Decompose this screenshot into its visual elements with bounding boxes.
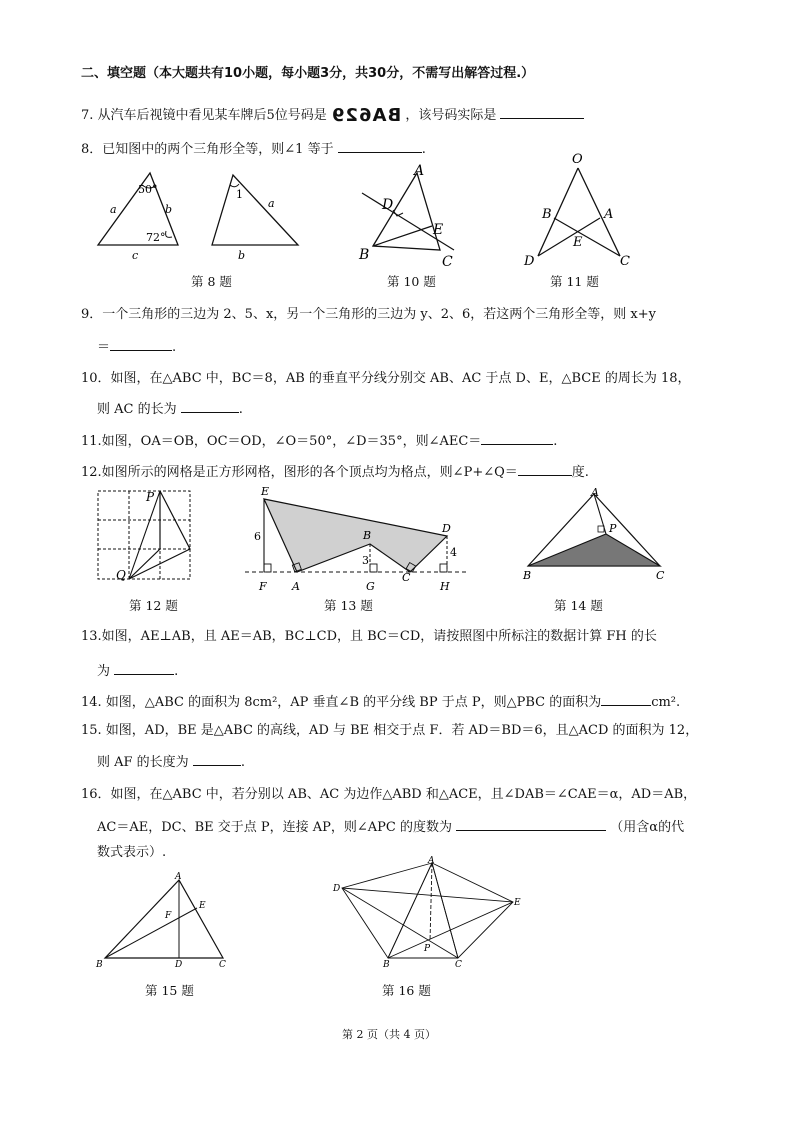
q13-text: 为: [97, 664, 111, 679]
fig8-angle50: 50°: [138, 183, 158, 196]
question-9-line2: ＝ .: [97, 336, 176, 357]
fig15-F: F: [165, 911, 172, 921]
fig10-B: B: [359, 247, 370, 263]
fig12-P: P: [146, 490, 155, 504]
fig11-B: B: [542, 207, 552, 222]
fig8-label-a: a: [110, 203, 117, 216]
q9-answer-blank[interactable]: [110, 336, 172, 351]
fig12-caption: 第 12 题: [129, 598, 178, 613]
fig11-O: O: [572, 152, 583, 167]
fig8-label-b2: b: [238, 249, 246, 262]
section-title: 二、填空题（本大题共有10小题，每小题3分，共30分，不需写出解答过程.）: [81, 66, 535, 81]
fig16-C: C: [455, 960, 462, 970]
q9-eq: ＝: [97, 340, 111, 355]
question-10: 10．如图，在△ABC 中，BC＝8，AB 的垂直平分线分别交 AB、AC 于点 D、E，△BCE 的周长为 18，: [81, 371, 691, 386]
question-15: 15. 如图，AD，BE 是△ABC 的高线，AD 与 BE 相交于点 F．若 AD＝BD＝6，且△ACD 的面积为 12，: [81, 723, 699, 738]
fig11-C: C: [620, 254, 630, 268]
fig8-label-b: b: [165, 203, 173, 216]
q14-text: 14. 如图，△ABC 的面积为 8cm²，AP 垂直∠B 的平分线 BP 于点 P，则△PBC 的面积为: [81, 695, 602, 710]
q8-text: 8．已知图中的两个三角形全等，则∠1 等于: [81, 142, 334, 157]
question-8: 8．已知图中的两个三角形全等，则∠1 等于 .: [81, 138, 426, 159]
fig15-B: B: [96, 960, 103, 970]
q10-answer-blank[interactable]: [181, 398, 239, 413]
figure-14: [520, 486, 670, 584]
fig12-Q: Q: [116, 568, 126, 582]
fig13-four: 4: [450, 546, 457, 559]
fig15-C: C: [219, 960, 226, 970]
q14-post: cm².: [651, 695, 681, 710]
fig14-B: B: [523, 569, 532, 582]
figure-12: [92, 487, 197, 585]
fig15-D: D: [175, 960, 183, 970]
fig13-D: D: [442, 522, 451, 535]
fig15-E: E: [199, 901, 206, 911]
question-15-line2: 则 AF 的长度为 .: [97, 751, 245, 772]
fig13-B: B: [363, 529, 372, 542]
figure-10: [350, 158, 465, 273]
q7-text: 7. 从汽车后视镜中看见某车牌后5位号码是: [81, 108, 327, 123]
question-12: [81, 461, 589, 482]
figure-8: [90, 165, 310, 265]
question-14: [81, 691, 680, 712]
q11-answer-blank[interactable]: [481, 430, 553, 445]
fig11-E: E: [573, 235, 583, 250]
question-16-line2: [97, 816, 684, 837]
fig13-C: C: [402, 571, 411, 584]
q11-text: 11.如图，OA＝OB，OC＝OD，∠O＝50°，∠D＝35°，则∠AEC＝: [81, 434, 482, 449]
q12-answer-blank[interactable]: [518, 461, 572, 476]
q16-answer-blank[interactable]: [456, 816, 606, 831]
q12-post: 度.: [571, 465, 589, 480]
fig16-E: E: [514, 898, 521, 908]
fig13-A: A: [292, 580, 300, 593]
mirrored-plate: BA629: [330, 105, 402, 126]
fig10-D: D: [382, 197, 394, 213]
q12-text: 12.如图所示的网格是正方形网格，图形的各个顶点均为格点，则∠P+∠Q＝: [81, 465, 518, 480]
fig13-three: 3: [362, 554, 369, 567]
fig8-caption: 第 8 题: [191, 274, 232, 289]
q16-post: （用含α的代: [610, 820, 685, 835]
figure-16: [330, 855, 530, 970]
fig10-E: E: [433, 222, 444, 238]
fig13-E: E: [261, 485, 270, 498]
fig15-A: A: [175, 872, 182, 882]
question-7: [81, 104, 584, 125]
fig14-A: A: [591, 486, 599, 499]
fig16-D: D: [333, 884, 341, 894]
q15-text: 则 AF 的长度为: [97, 755, 189, 770]
fig14-P: P: [609, 522, 617, 535]
fig13-F: F: [259, 580, 267, 593]
q14-answer-blank[interactable]: [601, 691, 651, 706]
question-13-line2: 为 .: [97, 660, 178, 681]
question-9: 9．一个三角形的三边为 2、5、x，另一个三角形的三边为 y、2、6，若这两个三角形全等，则 x+y: [81, 307, 656, 322]
figure-15: [93, 870, 233, 970]
fig11-caption: 第 11 题: [550, 274, 599, 289]
question-16: 16．如图，在△ABC 中，若分别以 AB、AC 为边作△ABD 和△ACE，且∠DAB＝∠CAE＝α，AD＝AB，: [81, 787, 697, 802]
fig11-A: A: [604, 207, 614, 222]
fig13-six: 6: [254, 530, 261, 543]
fig13-G: G: [366, 580, 375, 593]
fig13-caption: 第 13 题: [324, 598, 373, 613]
figure-13: [242, 484, 472, 594]
question-13: 13.如图，AE⊥AB，且 AE＝AB，BC⊥CD，且 BC＝CD，请按照图中所标注的数据计算 FH 的长: [81, 629, 657, 644]
q8-answer-blank[interactable]: [338, 138, 422, 153]
fig8-label-c: c: [132, 249, 139, 262]
figure-11: [520, 148, 635, 268]
q16-text: AC＝AE，DC、BE 交于点 P，连接 AP，则∠APC 的度数为: [97, 820, 453, 835]
q7-post: ，该号码实际是: [405, 108, 497, 123]
question-10-line2: 则 AC 的长为 .: [97, 398, 243, 419]
fig8-label-a2: a: [268, 197, 275, 210]
q15-answer-blank[interactable]: [193, 751, 241, 766]
fig16-A: A: [428, 856, 435, 866]
fig14-caption: 第 14 题: [554, 598, 603, 613]
q10-text: 则 AC 的长为: [97, 402, 177, 417]
fig8-label-1: 1: [236, 188, 243, 201]
question-11: 11.如图，OA＝OB，OC＝OD，∠O＝50°，∠D＝35°，则∠AEC＝ .: [81, 430, 557, 451]
q13-answer-blank[interactable]: [114, 660, 174, 675]
fig13-H: H: [440, 580, 450, 593]
fig10-caption: 第 10 题: [387, 274, 436, 289]
fig10-C: C: [442, 254, 453, 270]
fig16-caption: 第 16 题: [382, 983, 431, 998]
fig8-angle72: 72°: [146, 231, 166, 244]
fig8-triangle-right: [212, 175, 298, 245]
page-footer: 第 2 页（共 4 页）: [342, 1028, 436, 1041]
fig11-D: D: [524, 254, 535, 268]
question-16-line3: 数式表示）.: [97, 845, 167, 860]
fig16-P: P: [424, 944, 431, 954]
fig10-A: A: [414, 163, 425, 179]
fig16-B: B: [383, 960, 390, 970]
fig14-C: C: [656, 569, 665, 582]
q7-answer-blank[interactable]: [500, 104, 584, 119]
fig15-caption: 第 15 题: [145, 983, 194, 998]
